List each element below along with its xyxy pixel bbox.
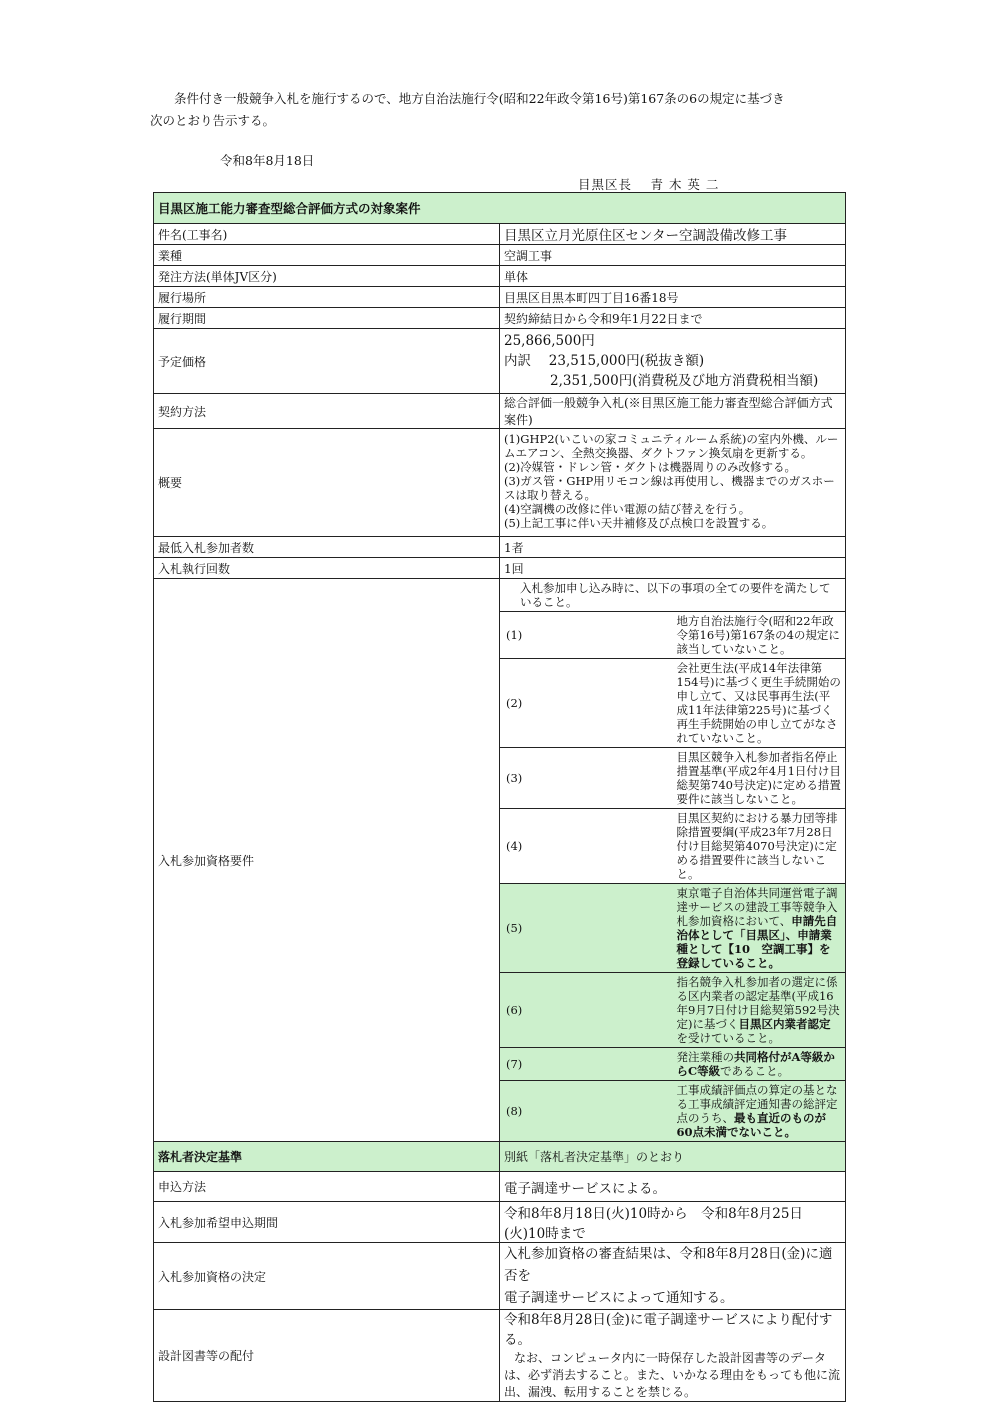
- price-cell: [500, 329, 846, 394]
- item-text: 目黒区競争入札参加者指名停止措置基準(平成2年4月1日付け目総契第740号決定)に定める措置要件に該当しないこと。: [673, 748, 846, 809]
- item-text: [673, 1048, 846, 1081]
- item-text-after: を受けていること。: [676, 1031, 780, 1045]
- row-label: 入札参加資格の決定: [154, 1243, 500, 1310]
- summary-cell: [500, 429, 846, 537]
- item-number: (1): [500, 612, 673, 659]
- apply-method: 電子調達サービスによる。: [500, 1172, 846, 1202]
- decision-line-2: 電子調達サービスによって通知する。: [504, 1290, 734, 1306]
- table-header: 目黒区施工能力審査型総合評価方式の対象案件: [154, 193, 846, 224]
- drawings-cell: [500, 1310, 846, 1402]
- table-row: [154, 329, 846, 394]
- item-text-bold: 共同格付がA等級からC等級: [676, 1050, 835, 1078]
- table-row: [154, 558, 846, 579]
- table-row: [154, 308, 846, 329]
- contract-method: 総合評価一般競争入札(※目黒区施工能力審査型総合評価方式案件): [500, 394, 846, 429]
- row-label: 概要: [154, 429, 500, 537]
- table-row: [154, 579, 846, 1142]
- list-item: [500, 809, 845, 884]
- work-period: 契約締結日から令和9年1月22日まで: [500, 308, 846, 329]
- item-text: [673, 1081, 846, 1142]
- list-item: [500, 1048, 845, 1081]
- row-label: 設計図書等の配付: [154, 1310, 500, 1402]
- table-row: [154, 245, 846, 266]
- decision-line-1: 入札参加資格の審査結果は、令和8年8月28日(金)に適否を: [504, 1246, 833, 1284]
- price-tax: 2,351,500円(消費税及び地方消費税相当額): [550, 373, 819, 389]
- intro-line-1: 条件付き一般競争入札を施行するので、地方自治法施行令(昭和22年政令第16号)第167条の6の規定に基づき: [174, 91, 785, 106]
- row-label: 発注方法(単体JV区分): [154, 266, 500, 287]
- table-row: [154, 1172, 846, 1202]
- item-number: (5): [500, 884, 673, 973]
- item-text-after: であること。: [720, 1064, 790, 1078]
- item-number: (6): [500, 973, 673, 1048]
- qualification-cell: [500, 579, 846, 1142]
- item-text: 会社更生法(平成14年法律第154号)に基づく更生手続開始の申し立て、又は民事再生法(平成11年法律第225号)に基づく再生手続開始の申し立てがなされていないこと。: [673, 659, 846, 748]
- summary-line: (5)上記工事に伴い天井補修及び点検口を設置する。: [504, 516, 774, 530]
- award-criteria: 別紙「落札者決定基準」のとおり: [500, 1142, 846, 1172]
- item-number: (8): [500, 1081, 673, 1142]
- list-item: [500, 884, 845, 973]
- item-text: 地方自治法施行令(昭和22年政令第16号)第167条の4の規定に該当していないこと。: [673, 612, 846, 659]
- work-place: 目黒区目黒本町四丁目16番18号: [500, 287, 846, 308]
- table-row: [154, 1142, 846, 1172]
- table-header-row: [154, 193, 846, 224]
- qualification-intro: 入札参加申し込み時に、以下の事項の全ての要件を満たしていること。: [520, 581, 831, 609]
- drawings-line-1: 令和8年8月28日(金)に電子調達サービスにより配付する。: [504, 1312, 833, 1348]
- table-row: [154, 1202, 846, 1243]
- price-breakdown: 内訳 23,515,000円(税抜き額): [504, 353, 705, 369]
- project-name: 目黒区立月光原住区センター空調設備改修工事: [500, 224, 846, 245]
- qualification-list: [500, 579, 845, 1141]
- item-text-bold: 目黒区内業者認定: [738, 1017, 831, 1031]
- row-label: 入札参加資格要件: [154, 579, 500, 1142]
- list-item: [500, 579, 845, 612]
- row-label: 予定価格: [154, 329, 500, 394]
- item-text: [673, 973, 846, 1048]
- summary-line: (4)空調機の改修に伴い電源の結び替えを行う。: [504, 502, 751, 516]
- list-item: [500, 973, 845, 1048]
- item-text: [673, 884, 846, 973]
- table-row: [154, 266, 846, 287]
- item-number: (7): [500, 1048, 673, 1081]
- item-text-plain: 発注業種の: [676, 1050, 734, 1064]
- table-row: [154, 287, 846, 308]
- row-label: 落札者決定基準: [154, 1142, 500, 1172]
- signer: 目黒区長 青 木 英 二: [578, 177, 720, 192]
- item-text-plain: 工事成績評価点の算定の基となる工事成績評定通知書の総評定点のうち、: [676, 1083, 838, 1125]
- item-text: 目黒区契約における暴力団等排除措置要綱(平成23年7月28日付け目総契第4070号決定)に定める措置要件に該当しないこと。: [673, 809, 846, 884]
- item-text-bold: 最も直近のものが60点未満でないこと。: [676, 1111, 826, 1139]
- row-label: 入札執行回数: [154, 558, 500, 579]
- item-number: (3): [500, 748, 673, 809]
- decision-cell: [500, 1243, 846, 1310]
- row-label: 申込方法: [154, 1172, 500, 1202]
- list-item: [500, 748, 845, 809]
- list-item: [500, 659, 845, 748]
- price-total: 25,866,500円: [504, 333, 595, 349]
- row-label: 業種: [154, 245, 500, 266]
- table-row: [154, 224, 846, 245]
- summary-line: (3)ガス管・GHP用リモコン線は再使用し、機器までのガスホースは取り替える。: [504, 474, 835, 502]
- notice-intro: [150, 88, 850, 132]
- item-text-bold: 申請先自治体として「目黒区」、申請業種として【10 空調工事】を登録していること。: [676, 914, 838, 970]
- bid-rounds: 1回: [500, 558, 846, 579]
- order-method: 単体: [500, 266, 846, 287]
- intro-line-2: 次のとおり告示する。: [150, 113, 276, 128]
- item-text-plain: 指名競争入札参加者の選定に係る区内業者の認定基準(平成16年9月7日付け目総契第592号決定)に基づく: [676, 975, 840, 1031]
- list-item: [500, 612, 845, 659]
- row-label: 最低入札参加者数: [154, 537, 500, 558]
- list-item: [500, 1081, 845, 1142]
- item-number: (4): [500, 809, 673, 884]
- row-label: 履行場所: [154, 287, 500, 308]
- drawings-line-2: なお、コンピュータ内に一時保存した設計図書等のデータは、必ず消去すること。また、いかなる理由をもっても他に流出、漏洩、転用することを禁じる。: [504, 1351, 841, 1399]
- table-row: [154, 1243, 846, 1310]
- table-row: [154, 1310, 846, 1402]
- item-number: (2): [500, 659, 673, 748]
- table-row: [154, 429, 846, 537]
- tender-table: [153, 192, 846, 1402]
- row-label: 契約方法: [154, 394, 500, 429]
- table-row: [154, 537, 846, 558]
- min-bidders: 1者: [500, 537, 846, 558]
- apply-period: 令和8年8月18日(火)10時から 令和8年8月25日(火)10時まで: [500, 1202, 846, 1243]
- row-label: 件名(工事名): [154, 224, 500, 245]
- notice-date: 令和8年8月18日: [220, 153, 315, 168]
- row-label: 入札参加希望申込期間: [154, 1202, 500, 1243]
- row-label: 履行期間: [154, 308, 500, 329]
- table-row: [154, 394, 846, 429]
- industry-type: 空調工事: [500, 245, 846, 266]
- summary-line: (2)冷媒管・ドレン管・ダクトは機器周りのみ改修する。: [504, 460, 796, 474]
- summary-line: (1)GHP2(いこいの家コミュニティルーム系統)の室内外機、ルームエアコン、全熱交換器、ダクトファン換気扇を更新する。: [504, 432, 839, 460]
- item-text-plain: 東京電子自治体共同運営電子調達サービスの建設工事等競争入札参加資格において、: [676, 886, 838, 928]
